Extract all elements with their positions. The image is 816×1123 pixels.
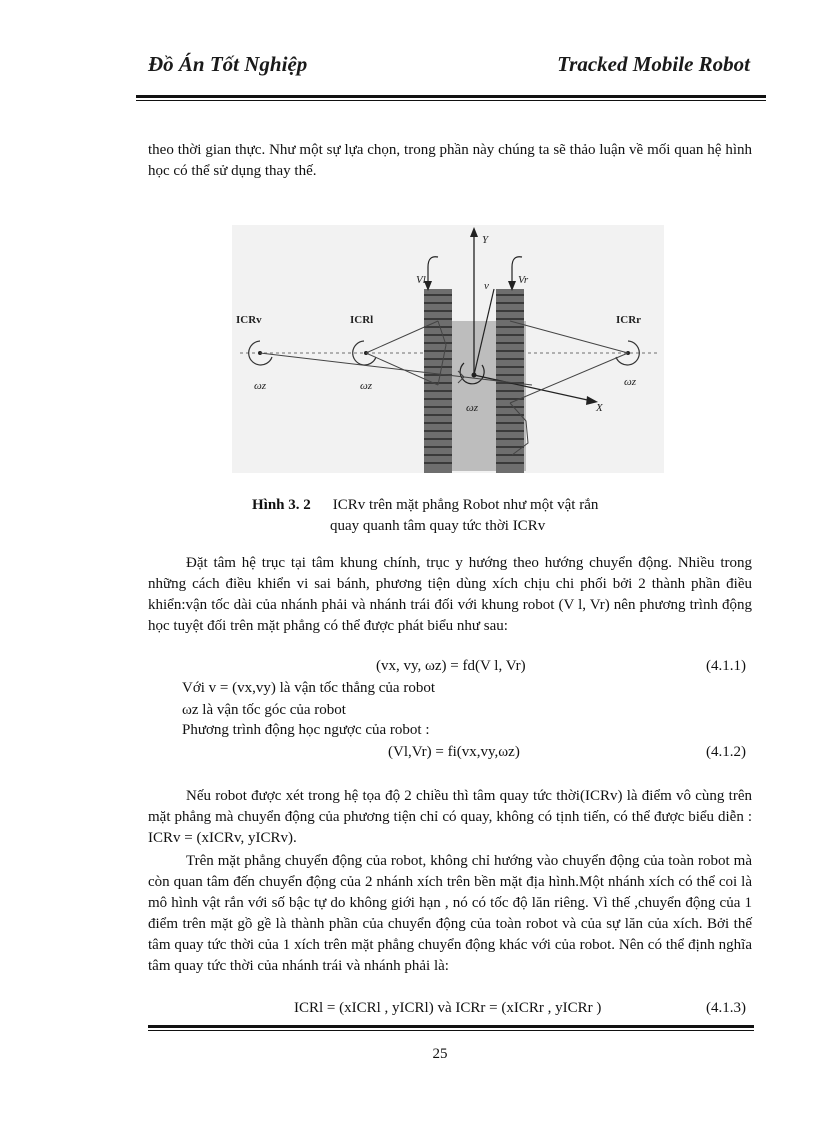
omega-label-icrr: ωz [624, 376, 637, 388]
footer-rule [148, 1025, 754, 1028]
vl-label: Vl [416, 274, 426, 286]
equation-4-1-1: (vx, vy, ωz) = fd(V l, Vr) [376, 658, 526, 674]
footer-rule-thin [148, 1030, 754, 1031]
equation-4-1-2: (Vl,Vr) = fi(vx,vy,ωz) [388, 744, 520, 760]
page-number: 25 [432, 1046, 448, 1062]
def-inverse-kinematics: Phương trình động học ngược của robot : [182, 722, 430, 738]
figure-caption [252, 495, 598, 537]
caption-line1: ICRv trên mặt phẳng Robot như một vật rắn [332, 497, 599, 513]
paragraph-2: Nếu robot được xét trong hệ tọa độ 2 chiều thì tâm quay tức thời(ICRv) là điểm vô cùng trên mặt phẳng mà chuyển động của phương tiện chỉ có quay, không có tịnh tiến, có thể được biểu diễn : ICRv = (xICRv, yICRv). [148, 788, 752, 846]
icrl-label: ICRl [350, 314, 374, 326]
caption-line2: quay quanh tâm quay tức thời ICRv [330, 518, 546, 534]
icrv-label: ICRv [236, 314, 262, 326]
header-left: Đồ Án Tốt Nghiệp [148, 52, 308, 76]
caption-label: Hình 3. 2 [252, 497, 311, 513]
equation-number-3: (4.1.3) [706, 1000, 746, 1016]
header-rule [136, 95, 766, 98]
icrr-label: ICRr [616, 314, 642, 326]
paragraph-1: Đặt tâm hệ trục tại tâm khung chính, trục y hướng theo hướng chuyển động. Nhiều trong những cách điều khiển vi sai bánh, phương tiện dùng xích chịu chi phối bởi 2 thành phần điều khiển:vận tốc dài của nhánh phải và nhánh trái đối với khung robot (V l, Vr) nên phương trình động học tuyệt đối trên mặt phẳng có thể được phát biểu như sau: [148, 555, 752, 634]
header-right: Tracked Mobile Robot [557, 52, 750, 76]
vr-label: Vr [518, 274, 529, 286]
y-label: Y [482, 234, 489, 246]
def-linear-velocity: Với v = (vx,vy) là vận tốc thẳng của robot [182, 680, 435, 696]
x-label: X [596, 402, 603, 414]
omega-label-icrv: ωz [254, 380, 267, 392]
header-rule-thin [136, 100, 766, 101]
omega-label-icrl: ωz [360, 380, 373, 392]
equation-4-1-3: ICRl = (xICRl , yICRl) và ICRr = (xICRr , yICRr ) [294, 1000, 602, 1016]
equation-number-2: (4.1.2) [706, 744, 746, 760]
omega-label-center: ωz [466, 402, 479, 414]
intro-paragraph: theo thời gian thực. Như một sự lựa chọn, trong phần này chúng ta sẽ thảo luận về mối quan hệ hình học có thể sử dụng thay thế. [148, 142, 752, 179]
equation-number-1: (4.1.1) [706, 658, 746, 674]
paragraph-3: Trên mặt phẳng chuyển động của robot, không chỉ hướng vào chuyển động của toàn robot mà còn quan tâm đến chuyển động của 2 nhánh xích trên bền mặt địa hình.Một nhánh xích có thể coi là mô hình vật rắn với số bậc tự do không giới hạn , nó có tốc độ lăn riêng. Vì thế ,chuyển động của 1 điểm trên mặt gồ gề là thành phần của chuyển động của toàn robot và của sự lăn của xích. Bởi thế tâm quay tức thời của 1 xích trên mặt phẳng chuyển động khác với của robot. Nên có thể định nghĩa tâm quay tức thời của nhánh trái và nhánh phải là: [148, 853, 752, 974]
def-angular-velocity: ωz là vận tốc góc của robot [182, 702, 346, 718]
v-label: v [484, 280, 489, 292]
icr-figure [232, 225, 664, 473]
